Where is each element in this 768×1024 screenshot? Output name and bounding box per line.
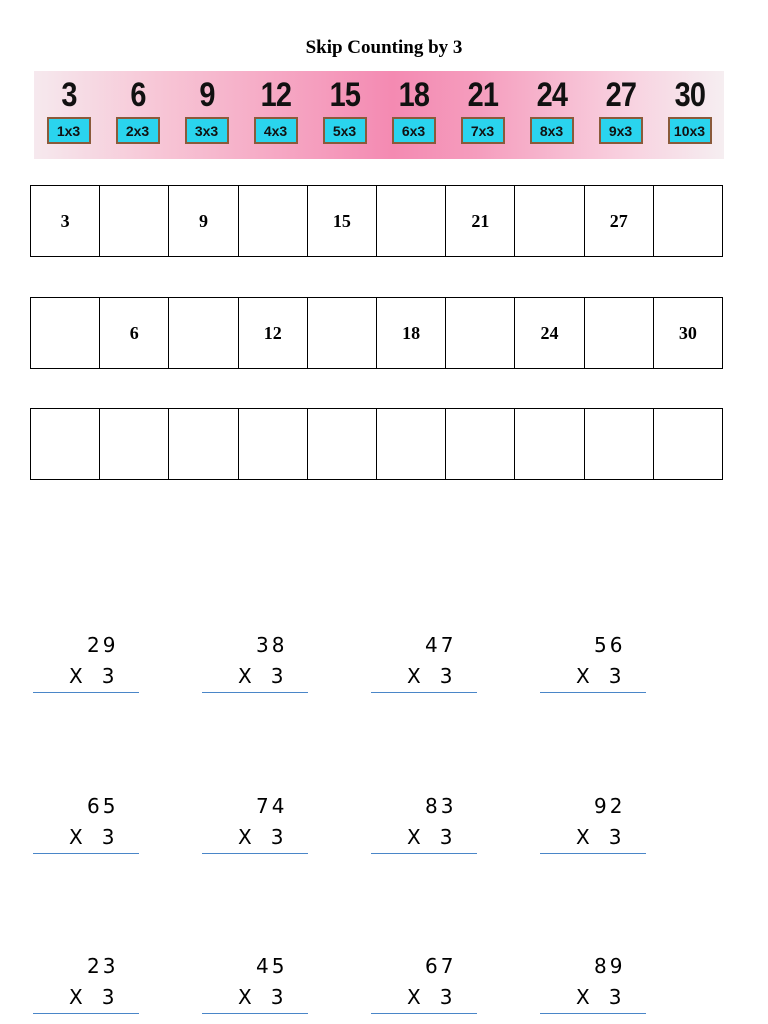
problem-top-number: 74 bbox=[256, 794, 288, 818]
problem-multiplier: 3 bbox=[439, 664, 453, 688]
number-grid-row-3 bbox=[30, 408, 723, 480]
banner-item bbox=[34, 71, 103, 159]
banner-item bbox=[655, 71, 724, 159]
grid-cell: 9 bbox=[169, 186, 238, 256]
problem-multiplier: 3 bbox=[608, 664, 622, 688]
grid-cell bbox=[654, 409, 723, 479]
banner-number: 3 bbox=[60, 76, 77, 114]
grid-cell bbox=[515, 186, 584, 256]
grid-cell: 21 bbox=[446, 186, 515, 256]
multiply-sign: X bbox=[576, 664, 590, 688]
problem-multiplier: 3 bbox=[608, 985, 622, 1009]
problem-multiplier: 3 bbox=[101, 825, 115, 849]
banner-fact-box: 4x3 bbox=[254, 117, 298, 144]
grid-cell: 12 bbox=[239, 298, 308, 368]
multiply-sign: X bbox=[407, 664, 421, 688]
grid-cell bbox=[308, 409, 377, 479]
banner-fact-box: 5x3 bbox=[323, 117, 367, 144]
banner-item bbox=[586, 71, 655, 159]
problem-top-number: 47 bbox=[425, 633, 457, 657]
banner-number: 18 bbox=[398, 76, 429, 114]
grid-cell: 27 bbox=[585, 186, 654, 256]
problem-operator-line bbox=[407, 824, 453, 850]
problem-top-number: 29 bbox=[87, 633, 119, 657]
banner-fact-box: 2x3 bbox=[116, 117, 160, 144]
banner-number: 27 bbox=[605, 76, 636, 114]
problem-top-number: 89 bbox=[594, 954, 626, 978]
grid-cell bbox=[31, 298, 100, 368]
grid-cell bbox=[239, 409, 308, 479]
answer-line bbox=[202, 1013, 308, 1014]
problem-multiplier: 3 bbox=[608, 825, 622, 849]
problem-multiplier: 3 bbox=[270, 825, 284, 849]
problem-operator-line bbox=[407, 984, 453, 1010]
banner-item bbox=[310, 71, 379, 159]
answer-line bbox=[202, 853, 308, 854]
grid-cell bbox=[31, 409, 100, 479]
grid-cell bbox=[585, 409, 654, 479]
grid-cell: 3 bbox=[31, 186, 100, 256]
grid-cell bbox=[239, 186, 308, 256]
problem-multiplier: 3 bbox=[439, 825, 453, 849]
problem-operator-line bbox=[69, 663, 115, 689]
problem-top-number: 67 bbox=[425, 954, 457, 978]
problem-multiplier: 3 bbox=[270, 664, 284, 688]
banner-number: 6 bbox=[129, 76, 146, 114]
answer-line bbox=[371, 1013, 477, 1014]
multiply-sign: X bbox=[407, 825, 421, 849]
grid-cell: 6 bbox=[100, 298, 169, 368]
grid-cell bbox=[308, 298, 377, 368]
answer-line bbox=[540, 1013, 646, 1014]
problem-operator-line bbox=[238, 824, 284, 850]
grid-cell bbox=[169, 409, 238, 479]
banner-item bbox=[103, 71, 172, 159]
number-grid-row-1 bbox=[30, 185, 723, 257]
banner-fact-box: 3x3 bbox=[185, 117, 229, 144]
multiply-sign: X bbox=[576, 985, 590, 1009]
skip-count-banner bbox=[34, 71, 724, 159]
grid-cell bbox=[169, 298, 238, 368]
banner-item bbox=[172, 71, 241, 159]
problem-top-number: 92 bbox=[594, 794, 626, 818]
grid-cell bbox=[446, 298, 515, 368]
multiply-sign: X bbox=[69, 825, 83, 849]
problem-top-number: 45 bbox=[256, 954, 288, 978]
problem-operator-line bbox=[69, 824, 115, 850]
multiply-sign: X bbox=[238, 985, 252, 1009]
multiply-sign: X bbox=[238, 664, 252, 688]
problem-top-number: 83 bbox=[425, 794, 457, 818]
problem-operator-line bbox=[407, 663, 453, 689]
grid-cell bbox=[100, 409, 169, 479]
banner-item bbox=[517, 71, 586, 159]
answer-line bbox=[540, 692, 646, 693]
banner-number: 15 bbox=[329, 76, 360, 114]
problem-top-number: 38 bbox=[256, 633, 288, 657]
grid-cell bbox=[100, 186, 169, 256]
problem-top-number: 65 bbox=[87, 794, 119, 818]
banner-fact-box: 6x3 bbox=[392, 117, 436, 144]
problem-operator-line bbox=[238, 663, 284, 689]
problem-multiplier: 3 bbox=[439, 985, 453, 1009]
problem-multiplier: 3 bbox=[101, 985, 115, 1009]
banner-number: 24 bbox=[536, 76, 567, 114]
problem-operator-line bbox=[69, 984, 115, 1010]
answer-line bbox=[33, 1013, 139, 1014]
banner-fact-box: 9x3 bbox=[599, 117, 643, 144]
grid-cell: 15 bbox=[308, 186, 377, 256]
banner-number: 21 bbox=[467, 76, 498, 114]
grid-cell: 18 bbox=[377, 298, 446, 368]
grid-cell bbox=[515, 409, 584, 479]
problem-top-number: 56 bbox=[594, 633, 626, 657]
problem-multiplier: 3 bbox=[270, 985, 284, 1009]
banner-item bbox=[379, 71, 448, 159]
banner-number: 9 bbox=[198, 76, 215, 114]
answer-line bbox=[33, 853, 139, 854]
banner-fact-box: 1x3 bbox=[47, 117, 91, 144]
problem-top-number: 23 bbox=[87, 954, 119, 978]
banner-number: 30 bbox=[674, 76, 705, 114]
answer-line bbox=[540, 853, 646, 854]
page-title: Skip Counting by 3 bbox=[305, 37, 463, 58]
grid-cell: 30 bbox=[654, 298, 723, 368]
grid-cell bbox=[654, 186, 723, 256]
answer-line bbox=[371, 692, 477, 693]
problem-operator-line bbox=[576, 663, 622, 689]
banner-fact-box: 8x3 bbox=[530, 117, 574, 144]
banner-fact-box: 10x3 bbox=[668, 117, 712, 144]
grid-cell bbox=[585, 298, 654, 368]
grid-cell bbox=[377, 186, 446, 256]
problem-operator-line bbox=[238, 984, 284, 1010]
answer-line bbox=[33, 692, 139, 693]
answer-line bbox=[371, 853, 477, 854]
problem-multiplier: 3 bbox=[101, 664, 115, 688]
multiply-sign: X bbox=[238, 825, 252, 849]
problem-operator-line bbox=[576, 824, 622, 850]
banner-fact-box: 7x3 bbox=[461, 117, 505, 144]
banner-item bbox=[241, 71, 310, 159]
number-grid-row-2 bbox=[30, 297, 723, 369]
multiply-sign: X bbox=[69, 985, 83, 1009]
banner-number: 12 bbox=[260, 76, 291, 114]
multiply-sign: X bbox=[407, 985, 421, 1009]
multiply-sign: X bbox=[69, 664, 83, 688]
grid-cell bbox=[377, 409, 446, 479]
grid-cell bbox=[446, 409, 515, 479]
banner-item bbox=[448, 71, 517, 159]
problem-operator-line bbox=[576, 984, 622, 1010]
multiply-sign: X bbox=[576, 825, 590, 849]
grid-cell: 24 bbox=[515, 298, 584, 368]
answer-line bbox=[202, 692, 308, 693]
